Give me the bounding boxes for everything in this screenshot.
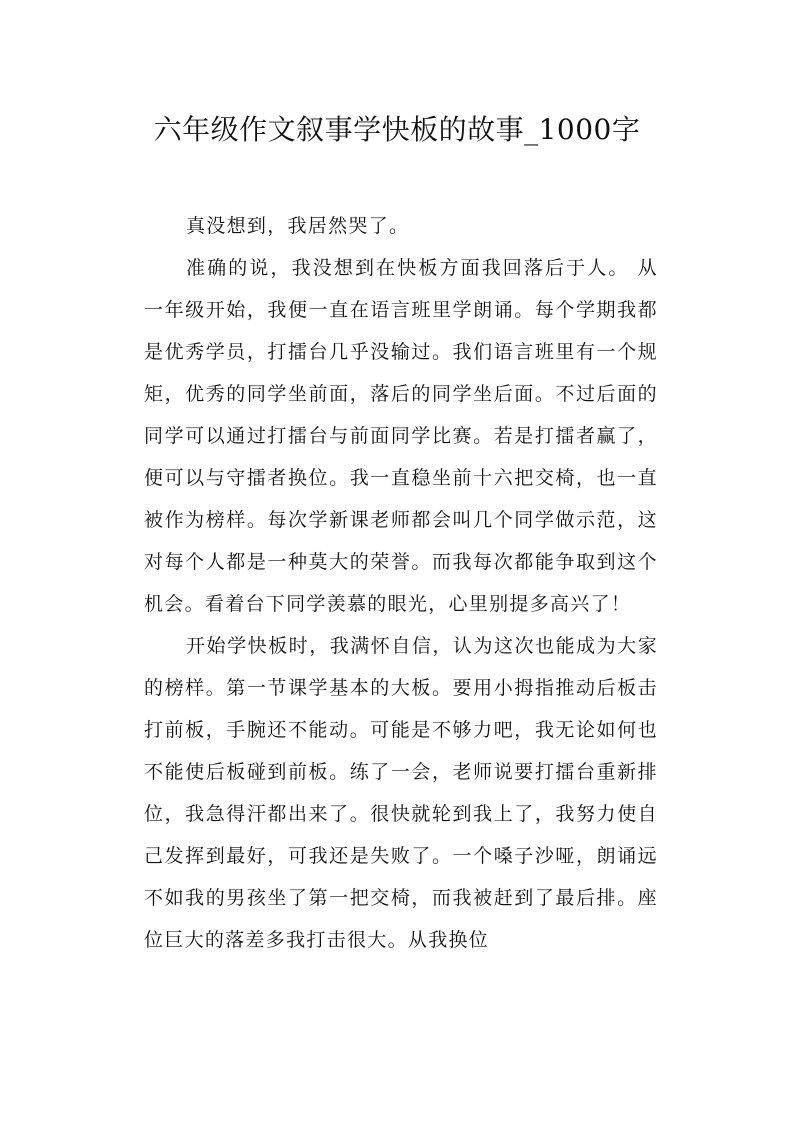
document-title: 六年级作文叙事学快板的故事_1000字 [153,113,641,146]
paragraph-1: 真没想到，我居然哭了。 [186,215,410,237]
paragraph-2: 准确的说，我没想到在快板方面我回落后于人。 从一年级开始，我便一直在语言班里学朗诵。每个学期我都是优秀学员，打擂台几乎没输过。我们语言班里有一个规矩，优秀的同学坐前面，落后的同学坐后面。不过后面的同学可以通过打擂台与前面同学比赛。若是打擂者赢了，便可以与守擂者换位。我一直稳坐前十六把交椅，也一直被作为榜样。每次学新课老师都会叫几个同学做示范，这对每个人都是一种莫大的荣誉。而我每次都能争取到这个机会。看着台下同学羡慕的眼光，心里别提多高兴了！ [144,257,658,615]
paragraph-3: 开始学快板时，我满怀自信，认为这次也能成为大家的榜样。第一节课学基本的大板。要用小拇指推动后板击打前板，手腕还不能动。可能是不够力吧，我无论如何也不能使后板碰到前板。练了一会，老师说要打擂台重新排位，我急得汗都出来了。很快就轮到我上了，我努力使自己发挥到最好，可我还是失败了。一个嗓子沙哑，朗诵远不如我的男孩坐了第一把交椅，而我被赶到了最后排。座位巨大的落差多我打击很大。从我换位 [144,635,658,951]
document-body [144,205,658,961]
